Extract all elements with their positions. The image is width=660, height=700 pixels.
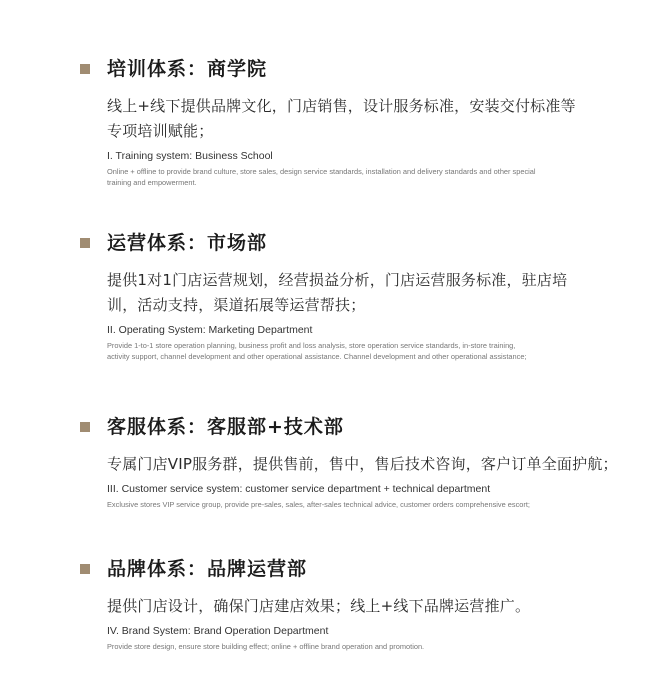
section-brand <box>80 556 640 653</box>
square-bullet-icon <box>80 422 90 432</box>
section-body: 专属门店VIP服务群，提供售前，售中，售后技术咨询，客户订单全面护航； <box>107 455 618 473</box>
section-title: 客服体系：客服部+技术部 <box>107 416 344 438</box>
section-body: 提供门店设计，确保门店建店效果；线上+线下品牌运营推广。 <box>107 597 531 615</box>
section-training <box>80 56 640 188</box>
section-english-description: Provide 1-to-1 store operation planning, business profit and loss analysis, store operation service standards, in-store training, activity support, channel development and other operational assistance. Channel development and other operational assistance; <box>107 341 527 361</box>
section-heading <box>80 556 640 586</box>
section-english-title: I. Training system: Business School <box>107 150 273 162</box>
square-bullet-icon <box>80 238 90 248</box>
section-body: 提供1对1门店运营规划，经营损益分析，门店运营服务标准，驻店培训，活动支持，渠道拓展等运营帮扶； <box>107 271 568 314</box>
section-customer-service <box>80 414 640 511</box>
section-operating <box>80 230 640 362</box>
section-body: 线上+线下提供品牌文化，门店销售，设计服务标准，安装交付标准等专项培训赋能； <box>107 97 576 140</box>
section-english-title: II. Operating System: Marketing Department <box>107 324 313 336</box>
section-english-description: Exclusive stores VIP service group, provide pre-sales, sales, after-sales technical advice, customer orders comprehensive escort; <box>107 500 530 509</box>
section-english-description: Provide store design, ensure store building effect; online + offline brand operation and promotion. <box>107 642 425 651</box>
section-heading <box>80 56 640 86</box>
section-heading <box>80 230 640 260</box>
section-title: 品牌体系：品牌运营部 <box>107 558 308 580</box>
square-bullet-icon <box>80 564 90 574</box>
section-title: 培训体系：商学院 <box>107 58 268 80</box>
square-bullet-icon <box>80 64 90 74</box>
section-english-description: Online + offline to provide brand culture, store sales, design service standards, installation and delivery standards and other special training and empowerment. <box>107 167 536 187</box>
section-english-title: III. Customer service system: customer service department + technical department <box>107 483 491 495</box>
section-heading <box>80 414 640 444</box>
section-english-title: IV. Brand System: Brand Operation Department <box>107 625 329 637</box>
section-title: 运营体系：市场部 <box>107 232 268 254</box>
